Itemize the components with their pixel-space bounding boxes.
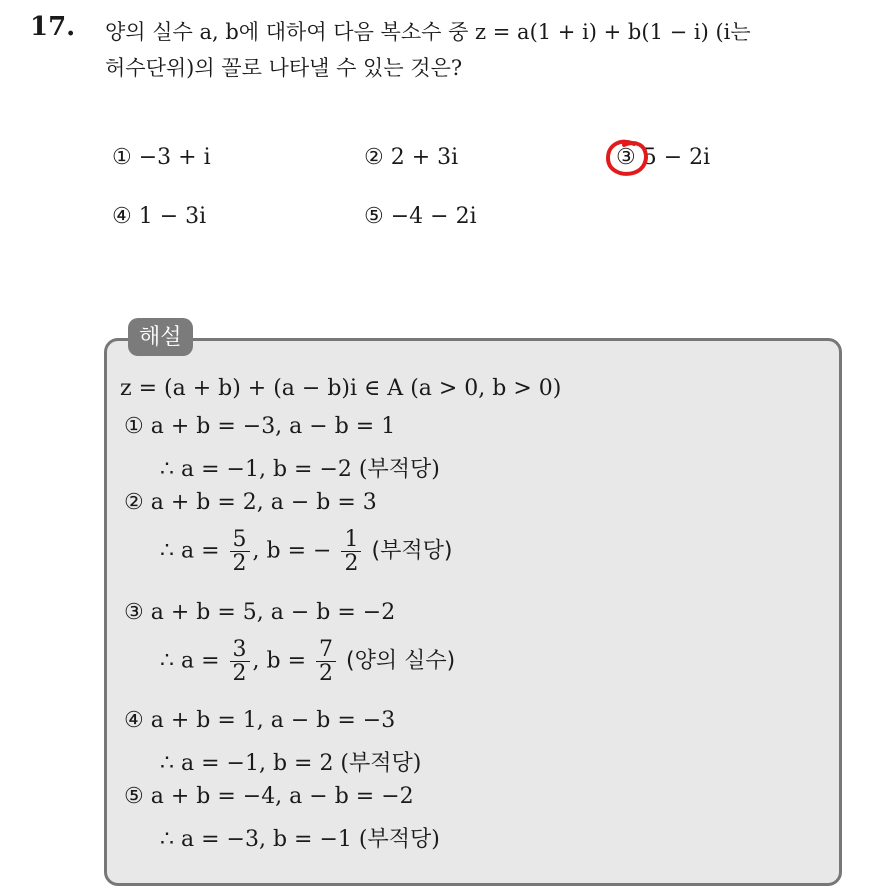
fraction-a [230, 638, 250, 685]
solution-case-3: ③ a + b = 5, a − b = −2 [124, 600, 396, 625]
numerator: 1 [341, 528, 361, 552]
solution-line-z: z = (a + b) + (a − b)i ∈ A (a > 0, b > 0) [120, 376, 562, 401]
denominator: 2 [232, 661, 247, 687]
question-number: 17. [30, 12, 76, 42]
question-text-line-2: 허수단위)의 꼴로 나타낼 수 있는 것은? [105, 56, 463, 80]
fraction-a [230, 528, 250, 575]
choice-1[interactable]: ① −3 + i [112, 145, 211, 170]
choice-4[interactable]: ④ 1 − 3i [112, 204, 207, 229]
choice-3[interactable]: ③ 5 − 2i [616, 145, 711, 170]
numerator: 5 [230, 528, 250, 552]
numerator: 7 [316, 638, 336, 662]
solution-case-4: ④ a + b = 1, a − b = −3 [124, 708, 396, 733]
solution-case-2: ② a + b = 2, a − b = 3 [124, 490, 377, 515]
solution-case-5: ⑤ a + b = −4, a − b = −2 [124, 784, 414, 809]
case-2-middle: , b = − [252, 538, 332, 564]
solution-case-2-result [160, 528, 452, 575]
solution-badge: 해설 [128, 318, 193, 356]
case-3-note: (양의 실수) [346, 648, 456, 674]
case-2-note: (부적당) [371, 538, 453, 564]
fraction-b [316, 638, 336, 685]
choice-2[interactable]: ② 2 + 3i [364, 145, 459, 170]
denominator: 2 [344, 551, 359, 577]
denominator: 2 [232, 551, 247, 577]
case-2-prefix: ∴ a = [160, 538, 220, 564]
case-3-middle: , b = [252, 648, 307, 674]
question-text-line-1: 양의 실수 a, b에 대하여 다음 복소수 중 z = a(1 + i) + b(1 − i) (i는 [105, 20, 751, 44]
solution-case-1-result: ∴ a = −1, b = −2 (부적당) [160, 457, 440, 482]
denominator: 2 [319, 661, 334, 687]
solution-case-5-result: ∴ a = −3, b = −1 (부적당) [160, 827, 440, 852]
fraction-b [341, 528, 361, 575]
answer-circle-mark [604, 138, 650, 178]
choice-5[interactable]: ⑤ −4 − 2i [364, 204, 477, 229]
solution-case-3-result [160, 638, 455, 685]
case-3-prefix: ∴ a = [160, 648, 220, 674]
solution-case-4-result: ∴ a = −1, b = 2 (부적당) [160, 751, 422, 776]
solution-case-1: ① a + b = −3, a − b = 1 [124, 414, 396, 439]
numerator: 3 [230, 638, 250, 662]
